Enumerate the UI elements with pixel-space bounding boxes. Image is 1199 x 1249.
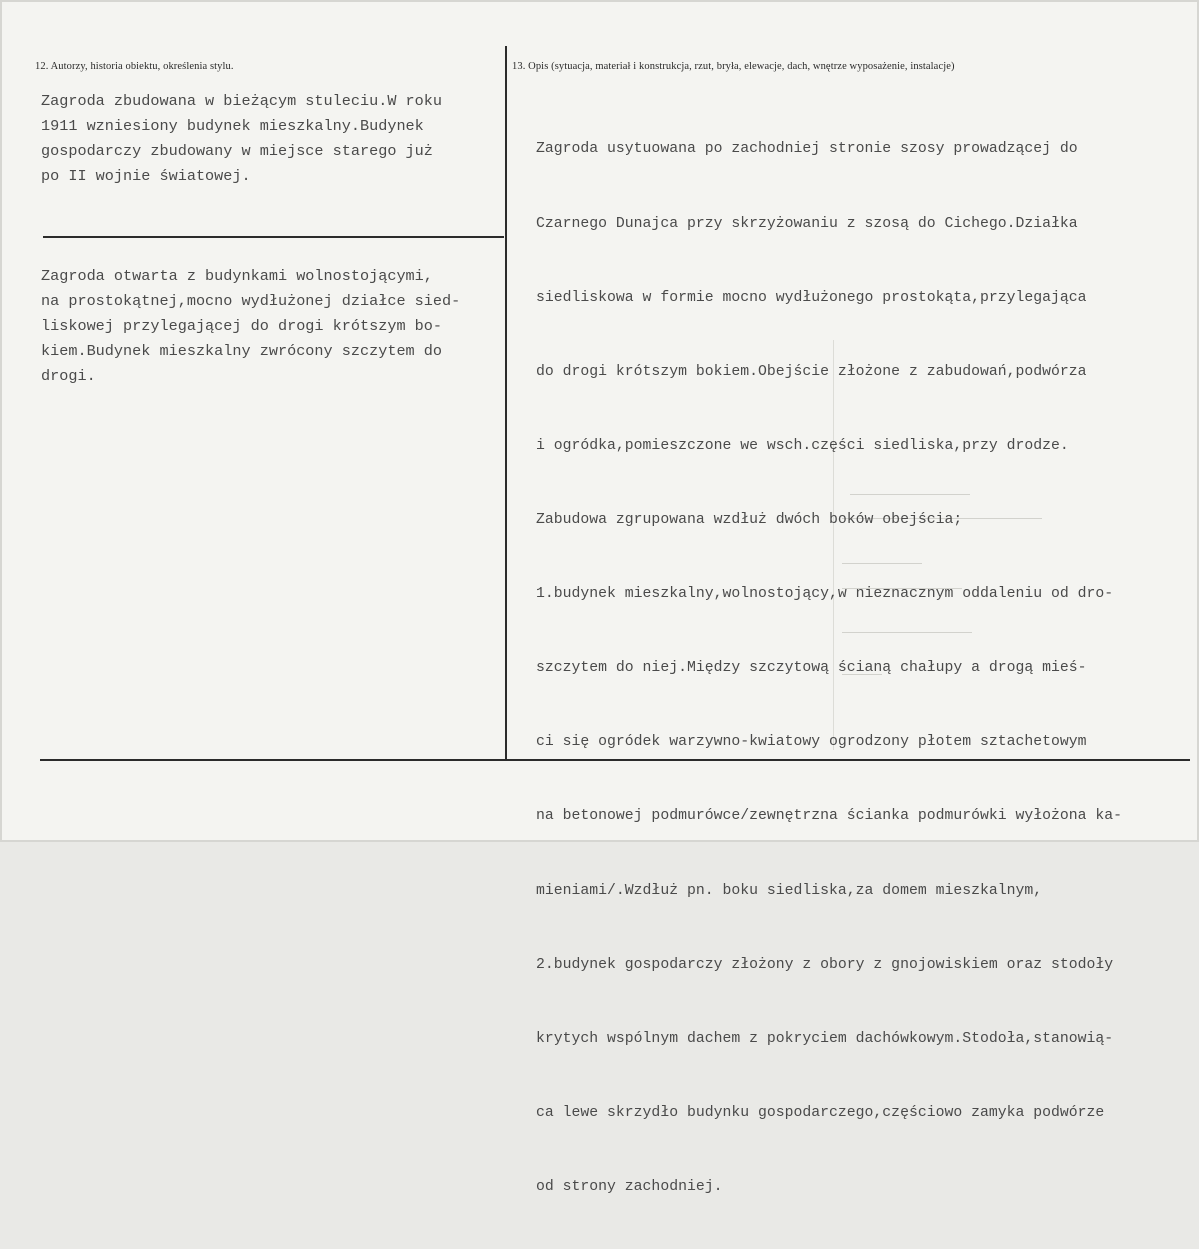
text-line: po II wojnie światowej. <box>41 167 251 185</box>
text-line: 2.budynek gospodarczy złożony z obory z gnojowiskiem oraz stodoły <box>536 956 1114 973</box>
text-line: ca lewe skrzydło budynku gospodarczego,częściowo zamyka podwórze <box>536 1104 1105 1121</box>
text-line: ci się ogródek warzywno-kwiatowy ogrodzony płotem sztachetowym <box>536 734 1087 751</box>
text-line: liskowej przylegającej do drogi krótszym bo- <box>41 317 443 335</box>
text-line: od strony zachodniej. <box>536 1178 723 1195</box>
text-line: siedliskowa w formie mocno wydłużonego prostokąta,przylegająca <box>536 289 1087 306</box>
text-line: mieniami/.Wzdłuż pn. boku siedliska,za domem mieszkalnym, <box>536 882 1043 899</box>
text-line: drogi. <box>41 367 96 385</box>
text-line: na prostokątnej,mocno wydłużonej działce sied- <box>41 292 461 310</box>
text-line: 1.budynek mieszkalny,wolnostojący,w nieznacznym oddaleniu od dro- <box>536 586 1114 603</box>
text-line: i ogródka,pomieszczone we wsch.części siedliska,przy drodze. <box>536 437 1069 454</box>
column-divider <box>505 46 507 759</box>
text-line: 1911 wzniesiony budynek mieszkalny.Budynek <box>41 117 424 135</box>
text-line: szczytem do niej.Między szczytową ścianą chałupy a drogą mieś- <box>536 660 1087 677</box>
layout-text <box>41 264 460 389</box>
text-line: Zagroda zbudowana w bieżącym stuleciu.W roku <box>41 92 443 110</box>
text-line: krytych wspólnym dachem z pokryciem dachówkowym.Stodoła,stanowią- <box>536 1030 1114 1047</box>
text-line: gospodarczy zbudowany w miejsce starego już <box>41 142 433 160</box>
text-line: Zagroda otwarta z budynkami wolnostojącymi, <box>41 267 433 285</box>
section-13-label: 13. Opis (sytuacja, materiał i konstrukcja, rzut, bryła, elewacje, dach, wnętrze wyposażenie, instalacje) <box>512 61 955 72</box>
text-line: kiem.Budynek mieszkalny zwrócony szczytem do <box>41 342 443 360</box>
text-line: Zagroda usytuowana po zachodniej stronie szosy prowadzącej do <box>536 141 1078 158</box>
text-line: Zabudowa zgrupowana wzdłuż dwóch boków obejścia; <box>536 511 963 528</box>
section-12-divider <box>43 236 504 238</box>
section-12-label: 12. Autorzy, historia obiektu, określenia stylu. <box>35 61 234 72</box>
text-line: do drogi krótszym bokiem.Obejście złożone z zabudowań,podwórza <box>536 363 1087 380</box>
text-line: na betonowej podmurówce/zewnętrzna ścianka podmurówki wyłożona ka- <box>536 808 1123 825</box>
text-line: Czarnego Dunajca przy skrzyżowaniu z szosą do Cichego.Działka <box>536 215 1078 232</box>
history-text <box>41 89 442 189</box>
description-text <box>536 88 1122 1249</box>
